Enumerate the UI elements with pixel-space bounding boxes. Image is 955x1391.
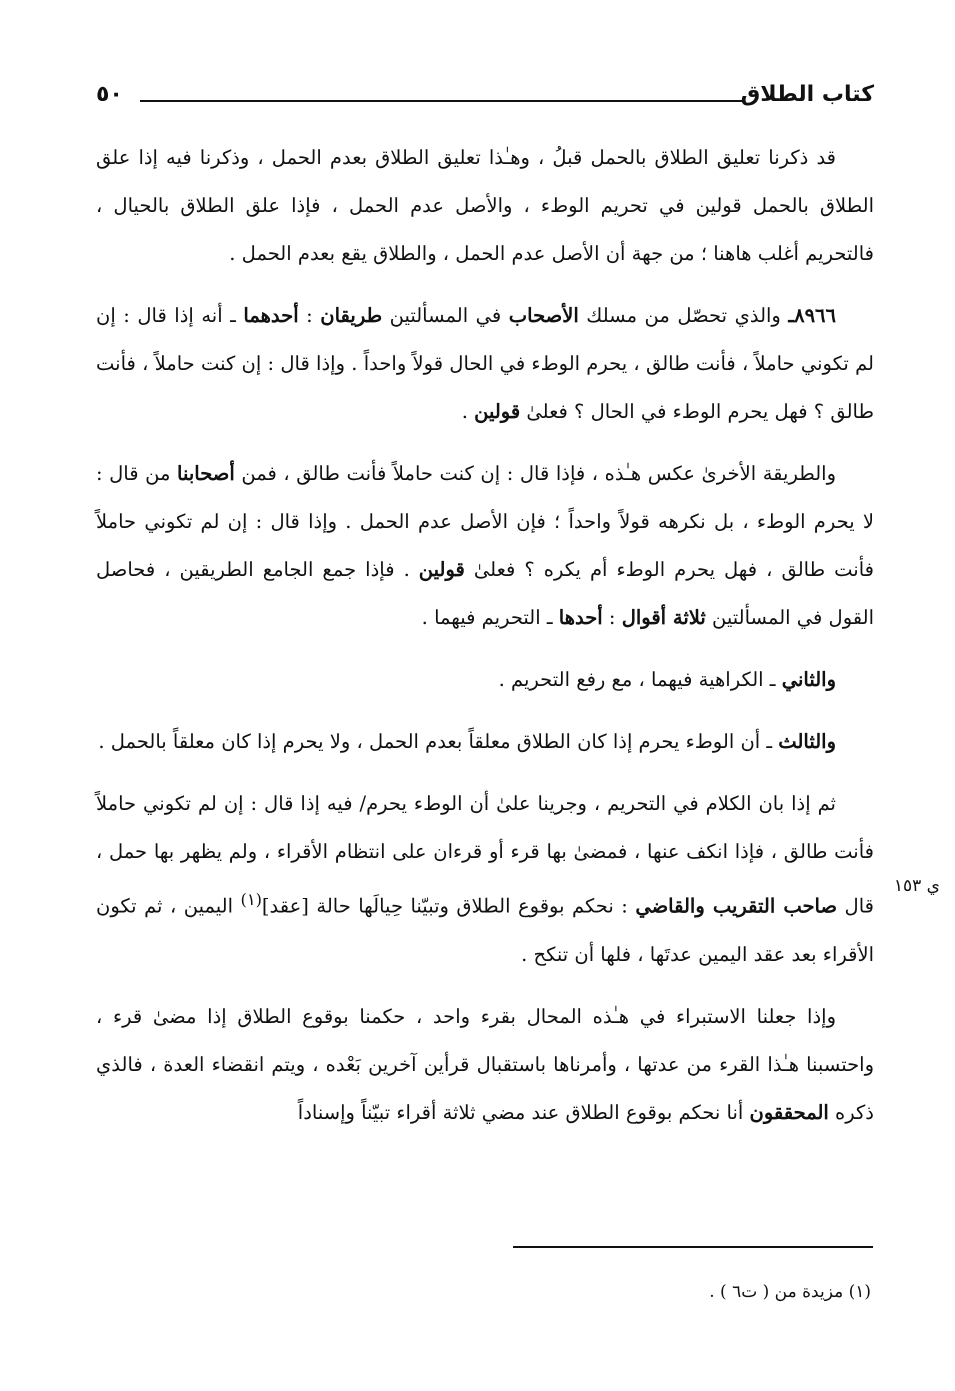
bold-term: أصحابنا <box>177 462 235 485</box>
text-run: من قال : لا يحرم الوطء ، بل نكرهه قولاً واحداً ؛ فإن الأصل عدم الحمل . وإذا قال : إن لم تكوني حاملاً فأنت طالق ، فهل يحرم الوطء أم يكره ؟ فعلىٰ <box>96 462 874 581</box>
text-run: : <box>602 606 622 629</box>
bold-term: صاحب التقريب والقاضي <box>635 894 838 918</box>
header-rule <box>140 100 744 102</box>
bold-term: أحدهما <box>243 304 299 327</box>
text-run: . فإذا جمع الجامع الطريقين ، فحاصل القول في المسألتين <box>96 558 874 629</box>
page-number: ٥٠ <box>96 82 123 107</box>
bold-term: الأصحاب <box>508 304 579 327</box>
paragraph <box>96 656 874 704</box>
bold-term: قولين <box>474 400 521 423</box>
chapter-title: كتاب الطلاق <box>740 82 874 107</box>
text-run: أنا نحكم بوقوع الطلاق عند مضي ثلاثة أقراء تبيّناً وإسناداً <box>297 1100 750 1124</box>
bold-term: طريقان <box>320 304 383 327</box>
paragraph <box>96 780 874 979</box>
text-run: ـ الكراهية فيهما ، مع رفع التحريم . <box>498 668 782 691</box>
bold-term: والثاني <box>781 668 836 691</box>
page-header <box>96 78 874 118</box>
bold-term: ثلاثة أقوال <box>621 606 706 629</box>
bold-term: والثالث <box>778 730 836 753</box>
footnote: (١) مزيدة من ( ت٦ ) . <box>709 1282 871 1302</box>
text-run: ـ أن الوطء يحرم إذا كان الطلاق معلقاً بعدم الحمل ، ولا يحرم إذا كان معلقاً بالحمل . <box>98 730 779 753</box>
text-run: ـ التحريم فيهما . <box>421 606 559 629</box>
bold-term: قولين <box>418 558 465 581</box>
bold-term: أحدها <box>558 606 603 629</box>
paragraph <box>96 450 874 642</box>
bold-term: المحققون <box>749 1100 829 1124</box>
paragraph <box>96 292 874 436</box>
body-text <box>96 134 874 1151</box>
text-run: في المسألتين <box>382 304 509 327</box>
text-run: اليمين ، ثم تكون الأقراء بعد عقد اليمين عدتَها ، فلها أن تنكح . <box>96 894 874 966</box>
margin-manuscript-reference: ي ١٥٣ <box>893 876 940 896</box>
text-run: . <box>461 400 475 423</box>
text-run: ثم إذا بان الكلام في التحريم ، وجرينا علىٰ أن الوطء يحرم/ فيه إذا قال : إن لم تكوني حاملاً فأنت طالق ، فإذا انكف عنها ، فمضىٰ بها قرء أو قرءان على انتظام الأقراء ، ولم يظهر بها حمل ، قال <box>96 792 874 918</box>
text-run: والذي تحصّل من مسلك <box>578 304 789 327</box>
text-run: ـ أنه إذا قال : إن لم تكوني حاملاً ، فأنت طالق ، يحرم الوطء في الحال قولاً واحداً . وإذا قال : إن كنت حاملاً ، فأنت طالق ؟ فهل يحرم الوطء في الحال ؟ فعلىٰ <box>96 304 874 423</box>
text-run: والطريقة الأخرىٰ عكس هـٰذه ، فإذا قال : إن كنت حاملاً فأنت طالق ، فمن <box>234 462 837 485</box>
text-run: وإذا جعلنا الاستبراء في هـٰذه المحال بقرء واحد ، حكمنا بوقوع الطلاق إذا مضىٰ قرء ، واحتسبنا هـٰذا القرء من عدتها ، وأمرناها باستقبال قرأين آخرين بَعْده ، ويتم انقضاء العدة ، فالذي ذكره <box>96 1004 874 1124</box>
paragraph <box>96 993 874 1137</box>
footnote-marker: (١) <box>240 890 262 909</box>
text-run: : نحكم بوقوع الطلاق وتبيّنا حِيالَها حالة [عقد] <box>261 894 636 918</box>
bold-term: ٨٩٦٦ـ <box>788 304 836 327</box>
footnote-rule <box>513 1246 873 1248</box>
paragraph <box>96 718 874 766</box>
paragraph <box>96 134 874 278</box>
text-run: قد ذكرنا تعليق الطلاق بالحمل قبلُ ، وهـٰذا تعليق الطلاق بعدم الحمل ، وذكرنا فيه إذا علق الطلاق بالحمل قولين في تحريم الوطء ، والأصل عدم الحمل ، فإذا علق الطلاق بالحيال ، فالتحريم أغلب هاهنا ؛ من جهة أن الأصل عدم الحمل ، والطلاق يقع بعدم الحمل . <box>96 146 874 265</box>
text-run: : <box>298 304 321 327</box>
